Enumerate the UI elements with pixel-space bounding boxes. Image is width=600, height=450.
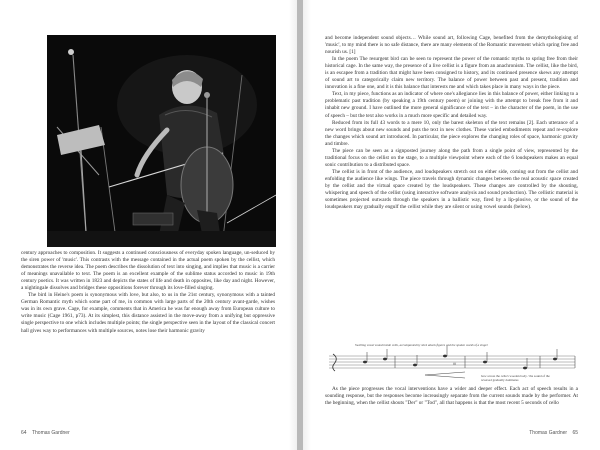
- paragraph: As the piece progresses the vocal interventions have a wider and deeper effect. Each act of speech results in a sounding response, but the responses become increasingly separate from the current sounds made by the performer. At the beginning, when the cellist shouts "Der" or "Tod", all that happens is that the most recent 5 seconds of cello: [325, 386, 578, 407]
- paragraph: Text, in my piece, functions as an indicator of where one's allegiance lies in this balance of power, either linking to a problematic past tradition (by speaking a 19th century poem) or joining with the attempt to break free from it and inhabit new ground. I have outlined the more general significance of the text – in the character of the poem, in the use of speech – but the text also works in a much more specific and detailed way.: [325, 91, 578, 119]
- paragraph: Reduced from its full 43 words to a mere 10, only the barest skeleton of the text remains [2]. Each utterance of a new word brings about new sounds and puts the text in new clothes. These varied embodiments repeat and re-explore the changes which sound art introduced. In particular, the piece explores the changing roles of space, harmonic gravity and timbre.: [325, 119, 578, 147]
- running-head: Thomas Gardner: [529, 430, 568, 436]
- right-page: [303, 0, 600, 450]
- paragraph: The piece can be seen as a signposted journey along the path from a single point of view, represented by the traditional focus on the cellist on the stage, to a multiple viewpoint where each of the 6 loudspeakers makes an equal sonic contribution to a distributed space.: [325, 147, 578, 168]
- page-number: 64: [21, 430, 27, 436]
- page-number: 65: [572, 430, 578, 436]
- left-body-text: [21, 250, 275, 335]
- running-head: Thomas Gardner: [31, 430, 70, 436]
- paragraph: The cellist is in front of the audience, and loudspeakers stretch out on either side, coming out from the cellist and enfolding the audience like wings. The piece travels through dynamic changes between the real acoustic space created by the cellist and the virtual space created by the loudspeakers. These changes are controlled by the shouting, whispering and speech of the cellist (using interactive software analysis and sound production). The cellistic material is sometimes projected outwards through the speakers in a ballistic way, fired by a lip-plosive, or the sound of the loudspeakers may gradually engulf the cellist while they are silent or using vowel sounds (below).: [325, 168, 578, 211]
- left-folio: [21, 430, 70, 436]
- music-annotation: bow across the cello's wooden body / the sound of the reversed gradually dominates: [481, 374, 550, 382]
- left-page: [0, 0, 297, 450]
- cellist-photo: [47, 35, 276, 247]
- paragraph: In the poem The resurgent bird can be seen to represent the power of the romantic myths to spring free from their historical cage. In the same way, the presence of a live cellist is a figure from an anachronism. The cellist, like the bird, is an escapee from a tradition that might have been consigned to history, and its continued presence skews any attempt of sound art to categorically claim new territory. The balance of power between past and present, tradition and innovation is a fine one, and it is this balance that interests me and which takes place in many ways in the piece.: [325, 56, 578, 91]
- gutter-shadow: [303, 0, 311, 450]
- right-body-text: [325, 35, 578, 211]
- gutter-shadow: [289, 0, 297, 450]
- right-bottom-text: [325, 386, 578, 407]
- right-folio: [529, 430, 578, 436]
- cellist-photo-graphic: [47, 35, 276, 247]
- paragraph: century approaches to composition. It suggests a continued consciousness of everyday spoken language, un-seduced by the siren power of 'music'. This contrasts with the message contained in the actual poem spoken by the cellist, which demonstrates the reverse idea. The poem describes the dissolution of text into singing, and implies that music is a carrier of meanings unavailable to text. The poem is an excellent example of the sublime status accorded to music in 19th century poetics. It was written in 1823 and depicts the states of life and death in opposites, like day and night. However, a nightingale dissolves and bridges these oppositions forever through its love-filled singing.: [21, 250, 275, 292]
- paragraph: The bird in Heine's poem is synonymous with love, but also, to us in the 21st century, synonymous with a tainted German Romantic myth which some part of me, in common with large parts of the 20th century avant-garde, wishes was in its own grave. Cage, for example, comments that in America he was far enough away from European culture to write music (Cage 1961, p73). At its simplest, this distance assisted in the move-away from a unifying but oppressive single perspective to one which includes multiple points; the single perspective seen in the layout of the classical concert hall gives way to performances with multiple sources, notes lose their harmonic gravity: [21, 292, 275, 334]
- paragraph: and become independent sound objects… While sound art, following Cage, benefited from the demythologising of 'music', to my mind there is no safe distance, there are many elements of the Romantic movement which spring free and nourish us. [1]: [325, 35, 578, 56]
- music-caption: Swelling vowel sound inside cello, accompanied by stick attack figures and the spoken words of a singer: [355, 343, 488, 347]
- music-dynamic-marking: fff: [453, 362, 457, 366]
